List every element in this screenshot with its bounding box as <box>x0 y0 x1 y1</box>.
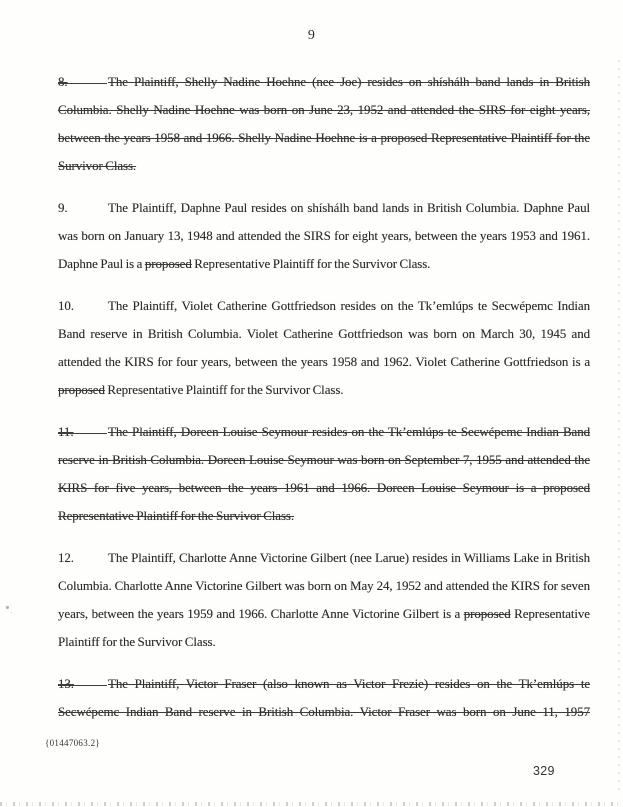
paragraph-number-text: 13. <box>58 676 74 691</box>
paragraph-number-text: 11. <box>58 424 74 439</box>
paragraph-number <box>58 194 108 222</box>
body-text: The Plaintiff, Daphne Paul resides on shíshálh band lands in British Columbia. Daphne Paul was born on January 13, 1948 and attended the SIRS for eight years, between the years 1953 and 1961. Daphne Paul is a <box>58 200 590 271</box>
struck-text: The Plaintiff, Doreen Louise Seymour resides on the Tk’emlúps te Secwépemc Indian Band reserve in British Columbia. Doreen Louise Seymour was born on September 7, 1955 and attended the KIRS for five years, between the years 1961 and 1966. Doreen Louise Seymour is a proposed Representative Plaintiff for the Survivor Class. <box>58 424 590 523</box>
paragraph <box>58 670 590 726</box>
paragraph-number-text: 9. <box>58 200 68 215</box>
struck-text: proposed <box>58 382 105 397</box>
paragraph <box>58 68 590 180</box>
document-body <box>58 68 590 740</box>
body-text: Representative Plaintiff for the Survivor Class. <box>58 606 590 649</box>
struck-text: proposed <box>144 256 192 271</box>
struck-text: The Plaintiff, Victor Fraser (also known as Victor Frezie) resides on the Tk’emlúps te Secwépemc Indian Band reserve in British Columbia. Victor Fraser was born on June 11, 1957 <box>58 676 590 719</box>
body-text: The Plaintiff, Charlotte Anne Victorine Gilbert (nee Larue) resides in Williams Lake in British Columbia. Charlotte Anne Victorine Gilbert was born on May 24, 1952 and attended the KIRS for seven years, between the years 1959 and 1966. Charlotte Anne Victorine Gilbert is a <box>58 550 590 621</box>
paragraph-number <box>58 670 108 698</box>
paragraph <box>58 418 590 530</box>
scan-noise-right-edge <box>618 55 620 790</box>
body-text: The Plaintiff, Violet Catherine Gottfriedson resides on the Tk’emlúps te Secwépemc Indian Band reserve in British Columbia. Violet Catherine Gottfriedson was born on March 30, 1945 and attended the KIRS for four years, between the years 1958 and 1962. Violet Catherine Gottfriedson is a <box>58 298 590 369</box>
paragraph-number <box>58 544 108 572</box>
paragraph-number <box>58 292 108 320</box>
body-text: Representative Plaintiff for the Survivor Class. <box>191 256 431 271</box>
paragraph <box>58 194 590 278</box>
paragraph-number <box>58 68 108 96</box>
scan-speck <box>6 606 9 609</box>
struck-text: proposed <box>463 606 511 621</box>
body-text: Representative Plaintiff for the Survivor Class. <box>104 382 344 397</box>
header-page-number: 9 <box>307 28 316 43</box>
paragraph-number-text: 10. <box>58 298 74 313</box>
paragraph <box>58 544 590 656</box>
scan-noise-bottom-edge <box>0 802 623 806</box>
footer-document-reference: {01447063.2} <box>45 738 100 748</box>
paragraph <box>58 292 590 404</box>
footer-bates-page-number: 329 <box>533 764 555 778</box>
paragraph-number <box>58 418 108 446</box>
paragraph-number-text: 8. <box>58 74 68 89</box>
paragraph-number-text: 12. <box>58 550 74 565</box>
struck-text: The Plaintiff, Shelly Nadine Hoehne (nee Joe) resides on shíshálh band lands in British Columbia. Shelly Nadine Hoehne was born on June 23, 1952 and attended the SIRS for eight years, between the years 1958 and 1966. Shelly Nadine Hoehne is a proposed Representative Plaintiff for the Survivor Class. <box>58 74 590 173</box>
